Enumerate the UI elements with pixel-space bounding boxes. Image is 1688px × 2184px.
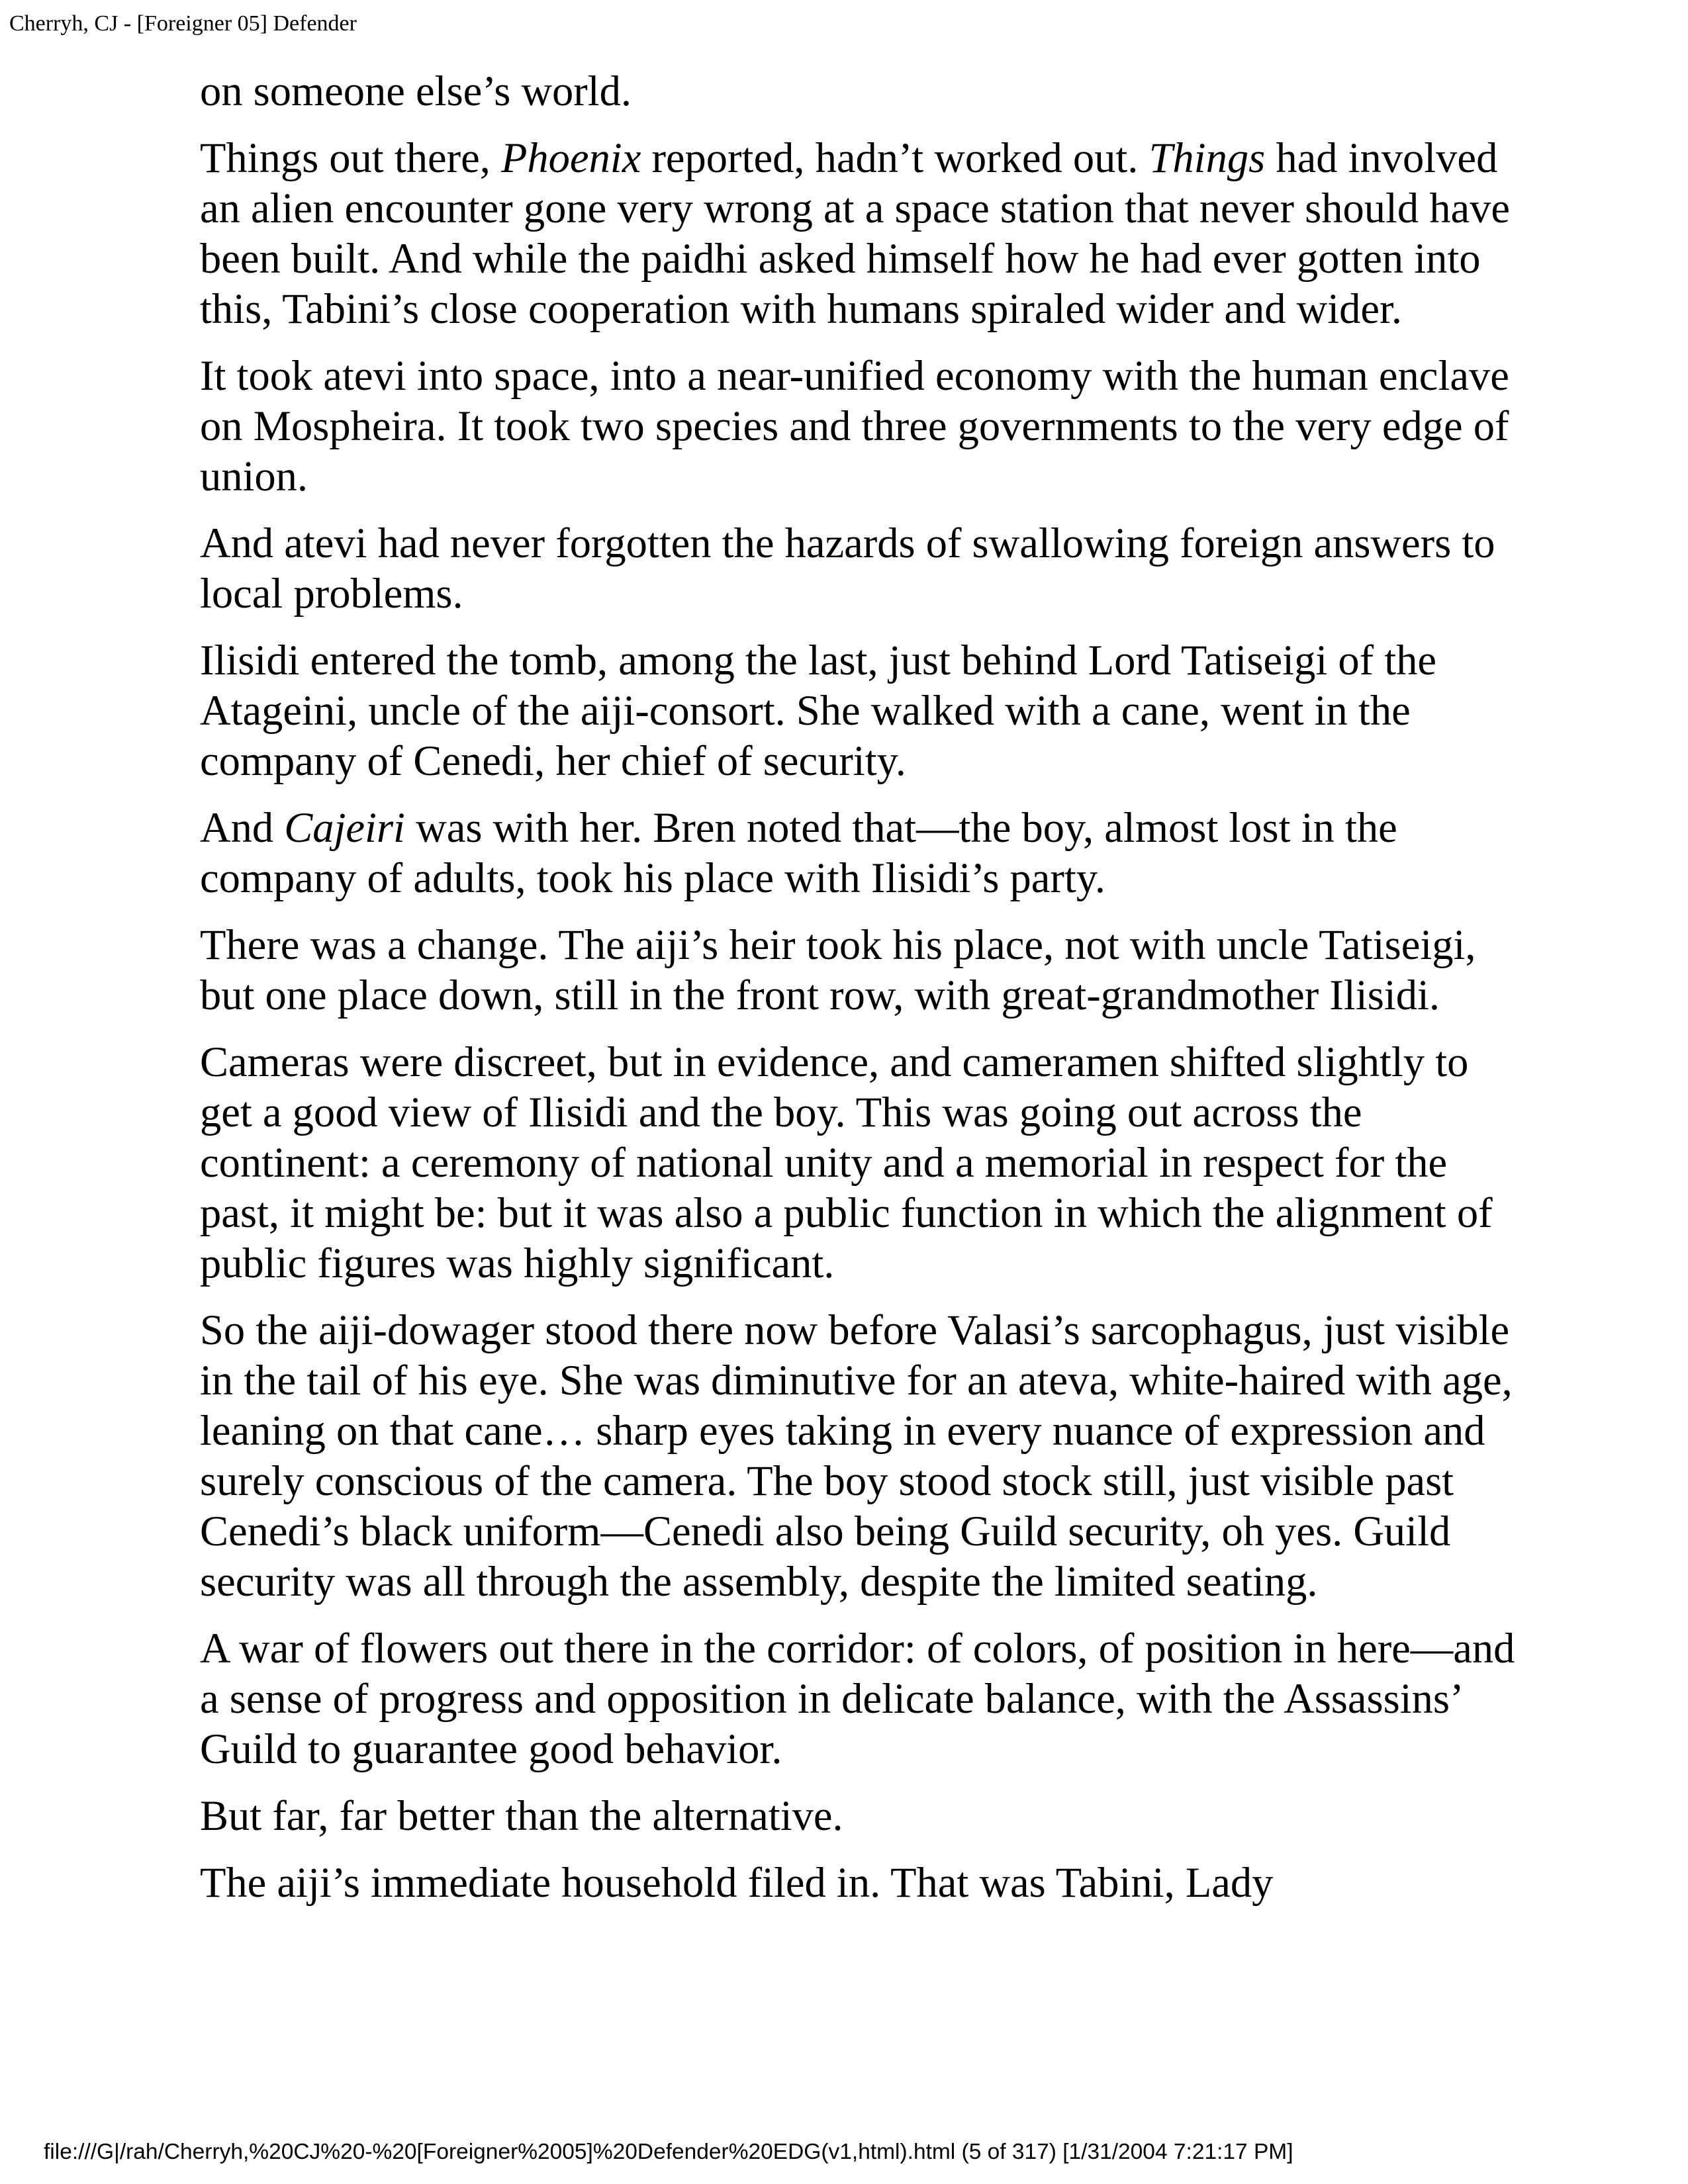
paragraph — [200, 920, 1524, 1021]
paragraph — [200, 1791, 1524, 1841]
paragraph — [200, 518, 1524, 619]
text-run: The aiji’s immediate household filed in. That was Tabini, Lady — [200, 1859, 1274, 1906]
italic-text-run: Phoenix — [501, 134, 641, 181]
text-run: Ilisidi entered the tomb, among the last, just behind Lord Tatiseigi of the Atageini, uncle of the aiji-consort. She walked with a cane, went in the company of Cenedi, her chief of security. — [200, 637, 1437, 784]
paragraph — [200, 1305, 1524, 1607]
text-run: on someone else’s world. — [200, 68, 632, 114]
document-body — [200, 66, 1524, 1925]
text-run: was with her. Bren noted that—the boy, almost lost in the company of adults, took his place with Ilisidi’s party. — [200, 804, 1397, 901]
paragraph — [200, 635, 1524, 786]
text-run: So the aiji-dowager stood there now before Valasi’s sarcophagus, just visible in the tail of his eye. She was diminutive for an ateva, white-haired with age, leaning on that cane… sharp eyes taking in every nuance of expression and surely conscious of the camera. The boy stood stock still, just visible past Cenedi’s black uniform—Cenedi also being Guild security, oh yes. Guild security was all through the assembly, despite the limited seating. — [200, 1306, 1513, 1605]
paragraph — [200, 1623, 1524, 1774]
paragraph — [200, 1858, 1524, 1908]
text-run: But far, far better than the alternative. — [200, 1792, 843, 1839]
italic-text-run: Cajeiri — [284, 804, 405, 851]
text-run: Cameras were discreet, but in evidence, and cameramen shifted slightly to get a good view of Ilisidi and the boy. This was going out across the continent: a ceremony of national unity and a memorial in respect for the past, it might be: but it was also a public function in which the alignment of public figures was highly significant. — [200, 1038, 1493, 1287]
paragraph — [200, 66, 1524, 116]
paragraph — [200, 803, 1524, 903]
text-run: reported, hadn’t worked out. — [641, 134, 1149, 181]
text-run: There was a change. The aiji’s heir took his place, not with uncle Tatiseigi, but one place down, still in the front row, with great-grandmother Ilisidi. — [200, 921, 1476, 1019]
paragraph — [200, 133, 1524, 334]
page-header: Cherryh, CJ - [Foreigner 05] Defender — [9, 11, 357, 36]
page-footer-url: file:///G|/rah/Cherryh,%20CJ%20-%20[Foreigner%2005]%20Defender%20EDG(v1,html).html (5 of 317) [1/31/2004 7:21:17 PM] — [44, 2140, 1293, 2164]
paragraph — [200, 1037, 1524, 1289]
text-run: It took atevi into space, into a near-unified economy with the human enclave on Mospheira. It took two species and three governments to the very edge of union. — [200, 352, 1509, 500]
text-run: had involved an alien encounter gone very wrong at a space station that never should have been built. And while the paidhi asked himself how he had ever gotten into this, Tabini’s close cooperation with humans spiraled wider and wider. — [200, 134, 1511, 332]
text-run: Things out there, — [200, 134, 501, 181]
text-run: And — [200, 804, 285, 851]
italic-text-run: Things — [1149, 134, 1266, 181]
paragraph — [200, 351, 1524, 502]
text-run: A war of flowers out there in the corridor: of colors, of position in here—and a sense of progress and opposition in delicate balance, with the Assassins’ Guild to guarantee good behavior. — [200, 1625, 1515, 1772]
text-run: And atevi had never forgotten the hazards of swallowing foreign answers to local problems. — [200, 520, 1495, 617]
